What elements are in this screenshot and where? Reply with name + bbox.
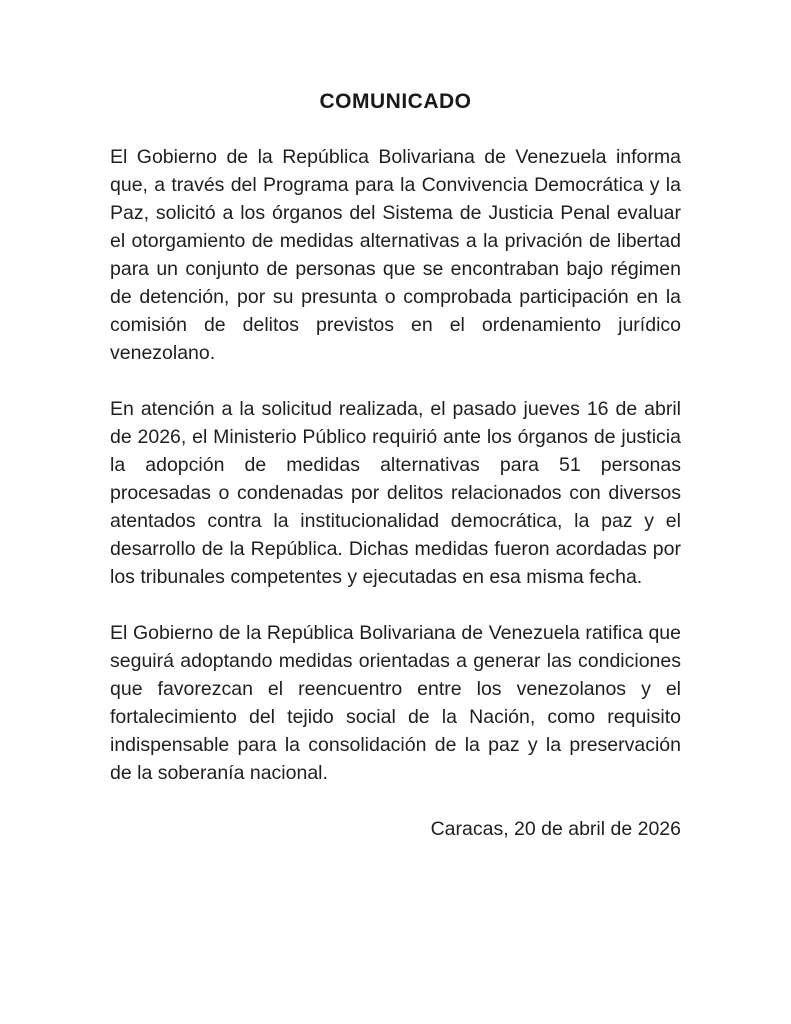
document-content	[110, 90, 681, 843]
paragraph-1: El Gobierno de la República Bolivariana de Venezuela informa que, a través del Programa para la Convivencia Democrática y la Paz, solicitó a los órganos del Sistema de Justicia Penal evaluar el otorgamiento de medidas alternativas a la privación de libertad para un conjunto de personas que se encontraban bajo régimen de detención, por su presunta o comprobada participación en la comisión de delitos previstos en el ordenamiento jurídico venezolano.	[110, 146, 681, 364]
dateline: Caracas, 20 de abril de 2026	[430, 818, 681, 840]
document-title: COMUNICADO	[319, 90, 472, 113]
paragraph-3: El Gobierno de la República Bolivariana de Venezuela ratifica que seguirá adoptando medidas orientadas a generar las condiciones que favorezcan el reencuentro entre los venezolanos y el fortalecimiento del tejido social de la Nación, como requisito indispensable para la consolidación de la paz y la preservación de la soberanía nacional.	[110, 622, 681, 784]
paragraph-2: En atención a la solicitud realizada, el pasado jueves 16 de abril de 2026, el Ministerio Público requirió ante los órganos de justicia la adopción de medidas alternativas para 51 personas procesadas o condenadas por delitos relacionados con diversos atentados contra la institucionalidad democrática, la paz y el desarrollo de la República. Dichas medidas fueron acordadas por los tribunales competentes y ejecutadas en esa misma fecha.	[110, 398, 681, 588]
